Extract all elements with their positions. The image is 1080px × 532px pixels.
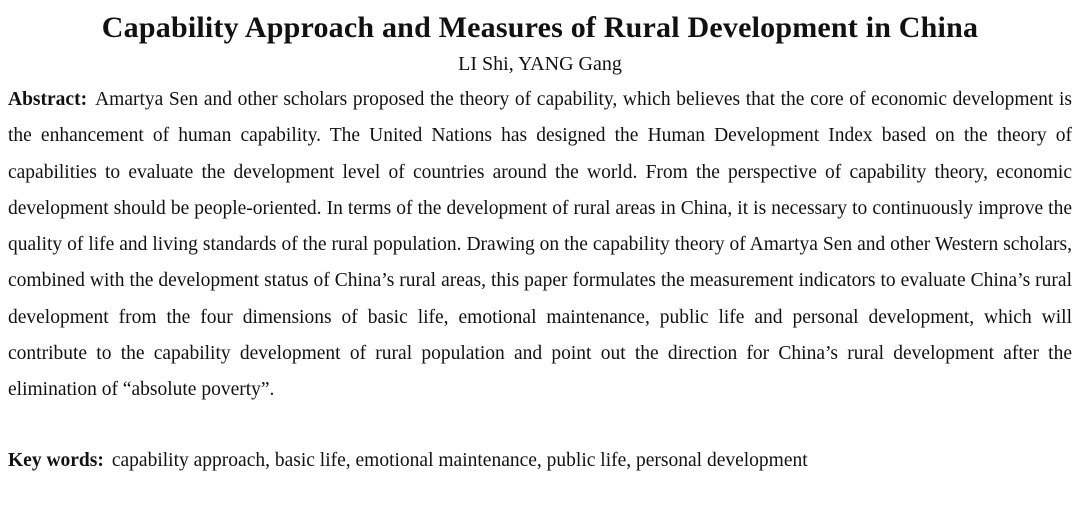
paper-authors: LI Shi, YANG Gang <box>458 53 622 75</box>
keywords-text: capability approach, basic life, emotional maintenance, public life, personal development <box>111 449 808 471</box>
keywords-label: Key words: <box>8 449 104 471</box>
abstract-paragraph <box>8 82 1072 409</box>
paper-title: Capability Approach and Measures of Rural Development in China <box>101 11 979 44</box>
keywords-paragraph <box>8 443 1072 479</box>
abstract-text: Amartya Sen and other scholars proposed the theory of capability, which believes that the core of economic development is the enhancement of human capability. The United Nations has designed the Human Development Index based on the theory of capabilities to evaluate the development level of countries around the world. From the perspective of capability theory, economic development should be people-oriented. In terms of the development of rural areas in China, it is necessary to continuously improve the quality of life and living standards of the rural population. Drawing on the capability theory of Amartya Sen and other Western scholars, combined with the development status of China’s rural areas, this paper formulates the measurement indicators to evaluate China’s rural development from the four dimensions of basic life, emotional maintenance, public life and personal development, which will contribute to the capability development of rural population and point out the direction for China’s rural development after the elimination of “absolute poverty”. <box>8 89 1072 401</box>
abstract-label: Abstract: <box>8 89 88 110</box>
